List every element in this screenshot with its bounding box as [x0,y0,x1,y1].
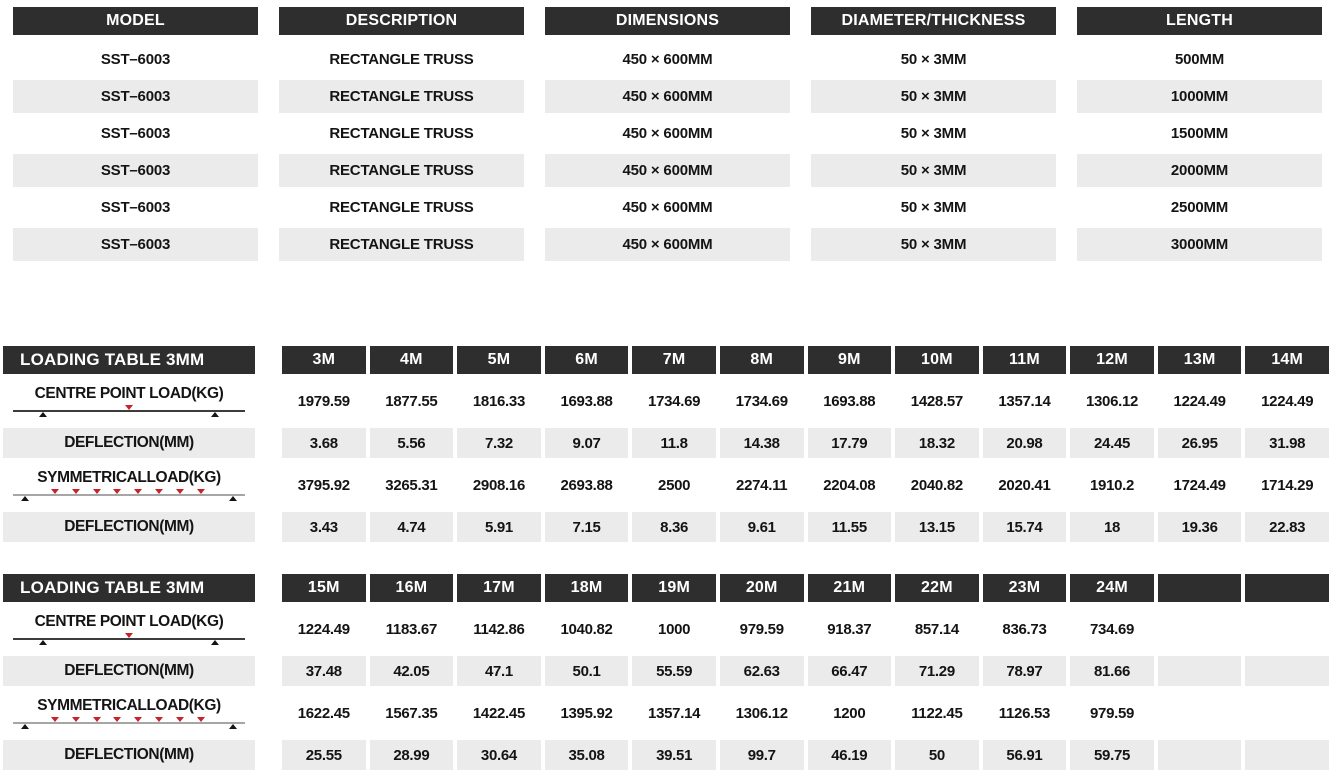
value-cell [1158,602,1242,656]
row-label [3,458,255,512]
value-cell: 979.59 [1089,704,1135,722]
load-arrow-icon [51,717,59,722]
value-cell: 3265.31 [385,476,438,494]
row-value-cells [282,512,1329,542]
value-cell: 35.08 [545,740,629,770]
value-cell: 1910.2 [1089,476,1135,494]
load-arrow-icon [113,717,121,722]
value-cell: 26.95 [1158,428,1242,458]
loading-table-header-row [3,574,1329,602]
span-header-cell: 12M [1070,346,1154,374]
load-arrow-icon [125,405,133,410]
row-label-text: DEFLECTION(MM) [64,434,194,451]
span-header-cells [282,574,1329,602]
value-cell: 1200 [833,704,866,722]
loading-table-1 [3,346,1329,542]
spec-cell: 50 × 3MM [811,80,1056,113]
value-cell: 22.83 [1245,512,1329,542]
load-arrow-icon [113,489,121,494]
spec-header-cell: MODEL [13,7,258,35]
value-cell: 1306.12 [1085,392,1139,410]
value-cell: 857.14 [914,620,959,638]
span-header-cell: 14M [1245,346,1329,374]
spec-table-row [13,191,1322,224]
value-cell: 19.36 [1158,512,1242,542]
value-cell: 78.97 [983,656,1067,686]
row-label-text: CENTRE POINT LOAD(KG) [34,613,224,630]
value-cell: 50.1 [545,656,629,686]
value-cell: 9.07 [545,428,629,458]
spec-cell: 2500MM [1170,199,1229,216]
spec-cell: 50 × 3MM [900,199,967,216]
load-arrow-icon [176,717,184,722]
value-cell: 59.75 [1070,740,1154,770]
value-cell: 3795.92 [297,476,350,494]
value-cell: 11.8 [632,428,716,458]
spec-cell: SST–6003 [100,199,171,216]
span-header-cell: 19M [632,574,716,602]
value-cell: 1306.12 [735,704,788,722]
value-cell: 836.73 [1002,620,1047,638]
spec-body [13,43,1322,261]
row-value-cells [282,656,1329,686]
spec-table-row [13,117,1322,150]
row-label [3,374,255,428]
spec-header-cell: DESCRIPTION [279,7,524,35]
row-label-text: DEFLECTION(MM) [64,746,194,763]
loading-table-title: LOADING TABLE 3MM [3,346,255,374]
beam-diagram-centre-point-load [13,403,245,417]
span-header-cells [282,346,1329,374]
value-cell: 1040.82 [560,620,613,638]
value-cell: 1724.49 [1173,476,1226,494]
loading-tables [3,346,1329,770]
row-label [3,602,255,656]
value-cell: 3.68 [282,428,366,458]
spec-cell: 1500MM [1170,125,1229,142]
loading-table-2 [3,574,1329,770]
spec-cell: 3000MM [1077,228,1322,261]
spec-cell: 450 × 600MM [622,125,713,142]
value-cell: 56.91 [983,740,1067,770]
value-cell: 28.99 [370,740,454,770]
row-value-cells [282,374,1329,428]
row-label-text: SYMMETRICALLOAD(KG) [37,697,221,714]
value-cell: 1357.14 [648,704,701,722]
value-cell [1158,740,1242,770]
value-cell: 62.63 [720,656,804,686]
row-value-cells [282,686,1329,740]
value-cell: 1877.55 [385,392,438,410]
span-header-cell: 4M [370,346,454,374]
spec-cell: 450 × 600MM [622,199,713,216]
value-cell: 2274.11 [736,476,788,494]
value-cell [1158,686,1242,740]
value-cell: 15.74 [983,512,1067,542]
value-cell: 18 [1070,512,1154,542]
spec-cell: 50 × 3MM [900,51,967,68]
spec-header-cell: LENGTH [1077,7,1322,35]
deflection-row [3,740,1329,770]
value-cell: 1224.49 [1261,392,1314,410]
beam-diagram-symmetrical-load [13,715,245,729]
row-label [3,512,255,542]
value-cell: 7.32 [457,428,541,458]
value-cell: 1734.69 [648,392,701,410]
load-arrow-icon [134,717,142,722]
value-cell: 25.55 [282,740,366,770]
value-cell: 918.37 [827,620,872,638]
value-cell: 24.45 [1070,428,1154,458]
value-cell: 7.15 [545,512,629,542]
value-cell: 2500 [658,476,691,494]
load-arrow-icon [155,489,163,494]
value-cell: 66.47 [808,656,892,686]
load-arrow-icon [93,717,101,722]
load-arrow-icon [125,633,133,638]
support-triangle-icon [21,496,29,501]
spec-cell: RECTANGLE TRUSS [279,80,524,113]
value-cell: 47.1 [457,656,541,686]
value-cell: 734.69 [1089,620,1135,638]
row-value-cells [282,428,1329,458]
beam-line [13,722,245,724]
value-cell [1245,602,1329,656]
spec-cell: 50 × 3MM [811,154,1056,187]
span-header-cell: 15M [282,574,366,602]
load-row [3,686,1329,740]
value-cell [1245,656,1329,686]
load-arrow-icon [51,489,59,494]
span-header-cell: 17M [457,574,541,602]
spec-header-cell: DIAMETER/THICKNESS [811,7,1056,35]
value-cell: 3.43 [282,512,366,542]
beam-diagram-centre-point-load [13,631,245,645]
value-cell: 1693.88 [560,392,613,410]
load-arrow-icon [134,489,142,494]
value-cell: 1734.69 [735,392,788,410]
value-cell: 17.79 [808,428,892,458]
value-cell [1245,686,1329,740]
span-header-cell: 24M [1070,574,1154,602]
spec-cell: SST–6003 [13,154,258,187]
spec-cell: RECTANGLE TRUSS [279,228,524,261]
spec-cell: 50 × 3MM [811,228,1056,261]
product-spec-table [13,0,1322,261]
value-cell: 81.66 [1070,656,1154,686]
span-header-cell: 20M [720,574,804,602]
value-cell: 13.15 [895,512,979,542]
value-cell: 1567.35 [385,704,438,722]
value-cell: 1979.59 [297,392,350,410]
value-cell: 1693.88 [823,392,876,410]
value-cell: 46.19 [808,740,892,770]
support-triangle-icon [21,724,29,729]
load-arrow-icon [93,489,101,494]
support-triangle-icon [39,640,47,645]
value-cell: 2204.08 [823,476,876,494]
row-label-text: DEFLECTION(MM) [64,662,194,679]
value-cell: 18.32 [895,428,979,458]
row-label [3,740,255,770]
value-cell [1245,740,1329,770]
spec-header-row [13,7,1322,35]
spec-cell: SST–6003 [13,228,258,261]
span-header-cell: 18M [545,574,629,602]
spec-table-row [13,154,1322,187]
value-cell: 1428.57 [910,392,963,410]
value-cell: 42.05 [370,656,454,686]
spec-table-row [13,80,1322,113]
span-header-cell: 8M [720,346,804,374]
span-header-cell: 23M [983,574,1067,602]
value-cell: 1622.45 [297,704,350,722]
row-label [3,428,255,458]
beam-line [13,494,245,496]
span-header-cell: 13M [1158,346,1242,374]
spec-cell: 450 × 600MM [622,51,713,68]
spec-cell: 50 × 3MM [900,125,967,142]
row-value-cells [282,602,1329,656]
spec-cell: 1000MM [1077,80,1322,113]
support-triangle-icon [211,412,219,417]
value-cell: 979.59 [739,620,784,638]
spec-cell: RECTANGLE TRUSS [329,51,474,68]
spec-cell: 450 × 600MM [545,154,790,187]
span-header-cell: 9M [808,346,892,374]
value-cell: 1357.14 [998,392,1051,410]
value-cell: 5.56 [370,428,454,458]
value-cell: 2040.82 [910,476,963,494]
value-cell: 4.74 [370,512,454,542]
value-cell: 5.91 [457,512,541,542]
value-cell: 31.98 [1245,428,1329,458]
spec-table-row [13,228,1322,261]
value-cell: 50 [895,740,979,770]
value-cell: 39.51 [632,740,716,770]
value-cell: 55.59 [632,656,716,686]
value-cell: 1816.33 [472,392,526,410]
row-label-text: DEFLECTION(MM) [64,518,194,535]
spec-table-row [13,43,1322,76]
support-triangle-icon [229,496,237,501]
load-arrow-icon [72,717,80,722]
value-cell: 2908.16 [472,476,526,494]
value-cell [1158,656,1242,686]
value-cell: 1224.49 [1173,392,1226,410]
span-header-cell: 10M [895,346,979,374]
value-cell: 1224.49 [297,620,350,638]
value-cell: 20.98 [983,428,1067,458]
row-label [3,656,255,686]
value-cell: 1395.92 [560,704,613,722]
support-triangle-icon [229,724,237,729]
row-label [3,686,255,740]
loading-table-header-row [3,346,1329,374]
load-row [3,374,1329,428]
load-arrow-icon [197,717,205,722]
value-cell: 2693.88 [560,476,613,494]
row-value-cells [282,458,1329,512]
spec-cell: SST–6003 [13,80,258,113]
span-header-cell: 7M [632,346,716,374]
span-header-cell [1158,574,1242,602]
value-cell: 8.36 [632,512,716,542]
deflection-row [3,512,1329,542]
value-cell: 1183.67 [385,620,438,638]
span-header-cell [1245,574,1329,602]
spec-cell: 450 × 600MM [545,228,790,261]
value-cell: 14.38 [720,428,804,458]
span-header-cell: 21M [808,574,892,602]
span-header-cell: 5M [457,346,541,374]
value-cell: 11.55 [808,512,892,542]
value-cell: 9.61 [720,512,804,542]
row-label-text: SYMMETRICALLOAD(KG) [37,469,221,486]
support-triangle-icon [211,640,219,645]
loading-table-title: LOADING TABLE 3MM [3,574,255,602]
load-arrow-icon [72,489,80,494]
value-cell: 2020.41 [998,476,1051,494]
load-arrow-icon [155,717,163,722]
load-row [3,458,1329,512]
deflection-row [3,428,1329,458]
value-cell: 99.7 [720,740,804,770]
value-cell: 30.64 [457,740,541,770]
value-cell: 1714.29 [1261,476,1314,494]
support-triangle-icon [39,412,47,417]
value-cell: 1126.53 [998,704,1051,722]
span-header-cell: 3M [282,346,366,374]
value-cell: 1142.86 [473,620,525,638]
load-arrow-icon [197,489,205,494]
spec-cell: 450 × 600MM [545,80,790,113]
spec-cell: SST–6003 [100,51,171,68]
load-arrow-icon [176,489,184,494]
beam-diagram-symmetrical-load [13,487,245,501]
value-cell: 1122.45 [911,704,963,722]
span-header-cell: 11M [983,346,1067,374]
spec-cell: 2000MM [1077,154,1322,187]
value-cell: 1000 [658,620,691,638]
spec-cell: 500MM [1174,51,1225,68]
load-row [3,602,1329,656]
span-header-cell: 16M [370,574,454,602]
span-header-cell: 22M [895,574,979,602]
spec-cell: RECTANGLE TRUSS [279,154,524,187]
row-label-text: CENTRE POINT LOAD(KG) [34,385,224,402]
spec-cell: RECTANGLE TRUSS [329,199,474,216]
row-value-cells [282,740,1329,770]
span-header-cell: 6M [545,346,629,374]
spec-header-cell: DIMENSIONS [545,7,790,35]
spec-cell: SST–6003 [100,125,171,142]
value-cell: 37.48 [282,656,366,686]
value-cell: 1422.45 [472,704,526,722]
deflection-row [3,656,1329,686]
value-cell: 71.29 [895,656,979,686]
spec-cell: RECTANGLE TRUSS [329,125,474,142]
